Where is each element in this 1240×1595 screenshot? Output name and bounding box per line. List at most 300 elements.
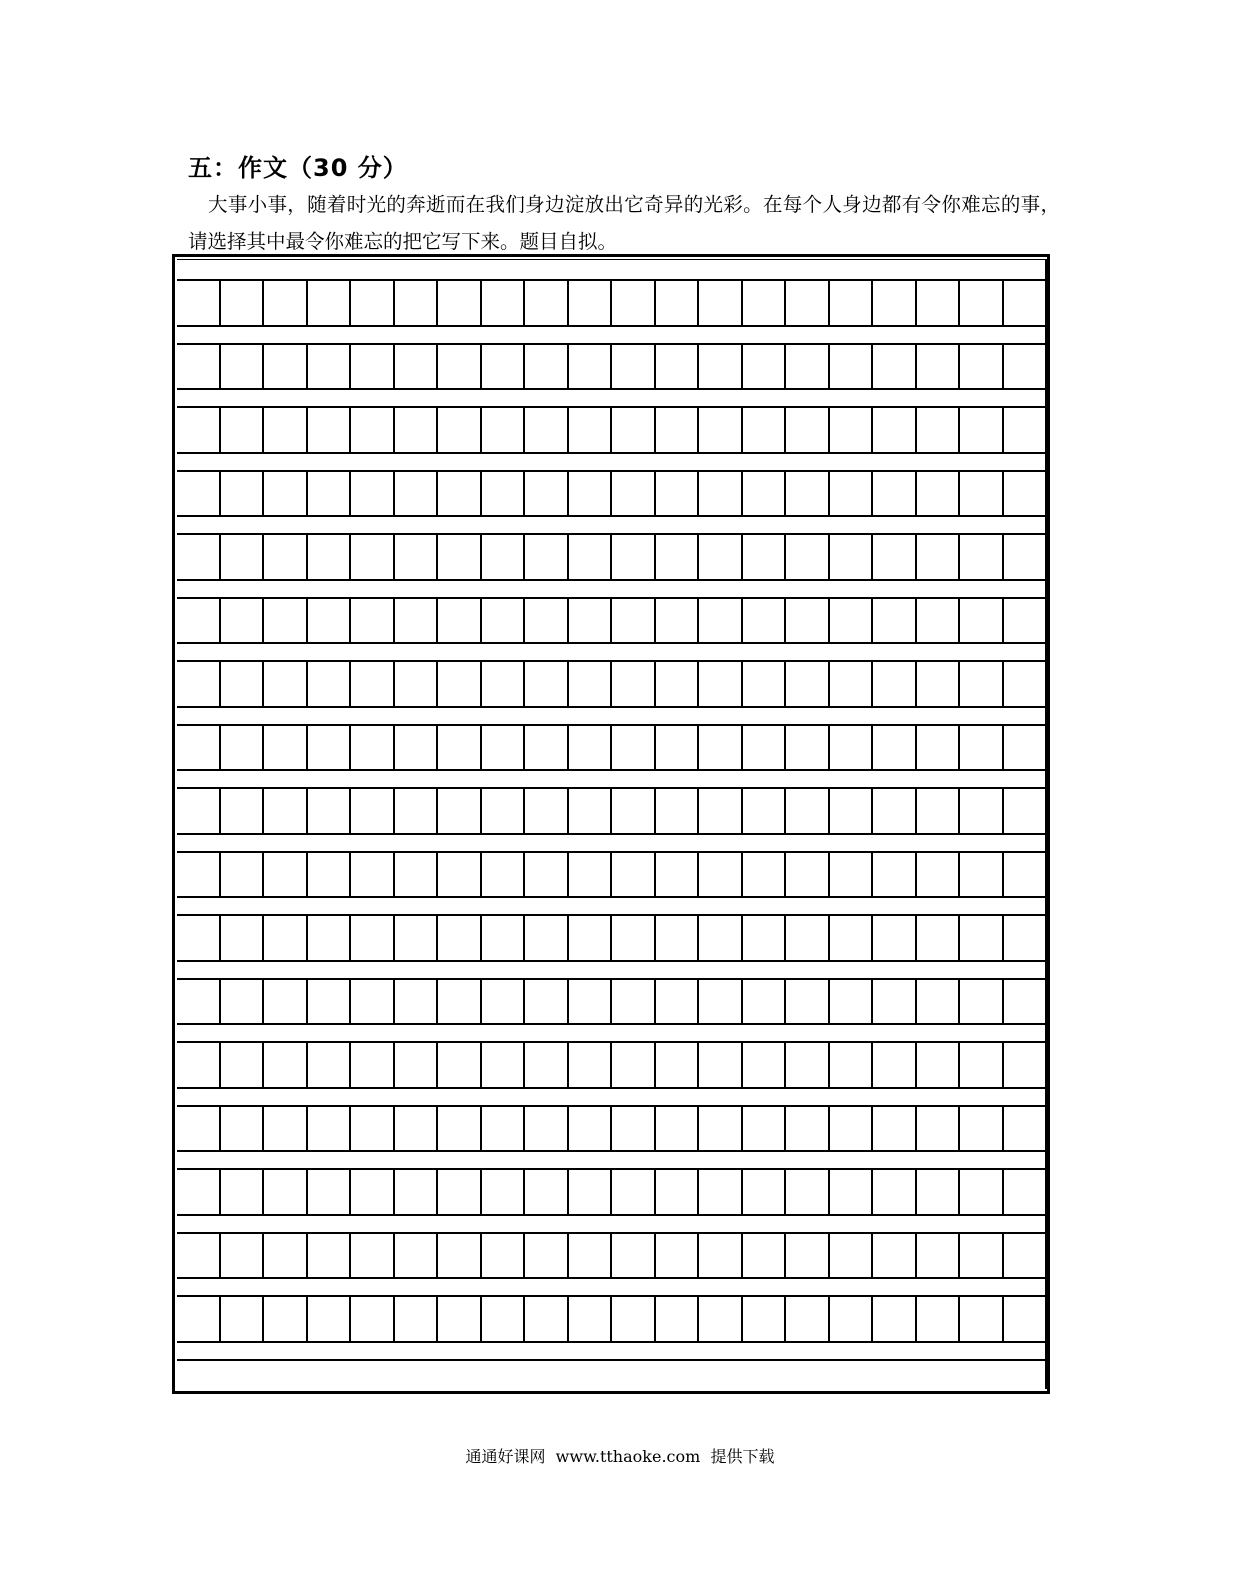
grid-cell[interactable] <box>654 789 698 833</box>
grid-cell[interactable] <box>480 1107 524 1151</box>
grid-cell[interactable] <box>784 853 828 897</box>
grid-cell[interactable] <box>741 980 785 1024</box>
grid-cell[interactable] <box>262 1107 306 1151</box>
grid-cell[interactable] <box>219 662 263 706</box>
grid-cell[interactable] <box>480 472 524 516</box>
grid-cell[interactable] <box>306 1170 350 1214</box>
grid-cell[interactable] <box>1002 726 1046 770</box>
grid-cell[interactable] <box>741 535 785 579</box>
grid-cell[interactable] <box>654 662 698 706</box>
grid-cell[interactable] <box>306 662 350 706</box>
grid-cell[interactable] <box>915 980 959 1024</box>
grid-cell[interactable] <box>958 916 1002 960</box>
grid-cell[interactable] <box>349 535 393 579</box>
grid-cell[interactable] <box>828 1234 872 1278</box>
grid-cell[interactable] <box>784 472 828 516</box>
grid-cell[interactable] <box>523 1297 567 1341</box>
grid-cell[interactable] <box>654 1170 698 1214</box>
grid-cell[interactable] <box>697 345 741 389</box>
grid-cell[interactable] <box>1002 281 1046 325</box>
grid-cell[interactable] <box>480 726 524 770</box>
grid-cell[interactable] <box>306 1234 350 1278</box>
grid-cell[interactable] <box>1002 980 1046 1024</box>
grid-cell[interactable] <box>915 599 959 643</box>
grid-cell[interactable] <box>828 662 872 706</box>
grid-cell[interactable] <box>349 472 393 516</box>
grid-cell[interactable] <box>523 980 567 1024</box>
grid-cell[interactable] <box>915 1170 959 1214</box>
grid-cell[interactable] <box>523 662 567 706</box>
grid-cell[interactable] <box>306 1043 350 1087</box>
grid-cell[interactable] <box>871 1297 915 1341</box>
grid-cell[interactable] <box>480 345 524 389</box>
grid-cell[interactable] <box>784 408 828 452</box>
grid-cell[interactable] <box>306 980 350 1024</box>
grid-cell[interactable] <box>871 853 915 897</box>
grid-cell[interactable] <box>177 789 219 833</box>
grid-cell[interactable] <box>915 1043 959 1087</box>
grid-cell[interactable] <box>567 916 611 960</box>
grid-cell[interactable] <box>1002 408 1046 452</box>
grid-cell[interactable] <box>349 980 393 1024</box>
grid-cell[interactable] <box>349 1170 393 1214</box>
grid-cell[interactable] <box>871 1170 915 1214</box>
grid-cell[interactable] <box>436 1170 480 1214</box>
grid-cell[interactable] <box>784 345 828 389</box>
grid-cell[interactable] <box>697 853 741 897</box>
grid-cell[interactable] <box>393 726 437 770</box>
grid-cell[interactable] <box>480 1234 524 1278</box>
grid-cell[interactable] <box>958 408 1002 452</box>
grid-cell[interactable] <box>915 726 959 770</box>
grid-cell[interactable] <box>436 1043 480 1087</box>
grid-cell[interactable] <box>480 408 524 452</box>
grid-cell[interactable] <box>654 853 698 897</box>
grid-cell[interactable] <box>697 535 741 579</box>
grid-cell[interactable] <box>523 599 567 643</box>
grid-cell[interactable] <box>177 1107 219 1151</box>
grid-cell[interactable] <box>480 916 524 960</box>
grid-cell[interactable] <box>610 789 654 833</box>
grid-cell[interactable] <box>871 1234 915 1278</box>
grid-cell[interactable] <box>654 345 698 389</box>
grid-cell[interactable] <box>1002 853 1046 897</box>
grid-cell[interactable] <box>697 1170 741 1214</box>
grid-cell[interactable] <box>177 345 219 389</box>
grid-cell[interactable] <box>828 472 872 516</box>
grid-cell[interactable] <box>654 1297 698 1341</box>
grid-cell[interactable] <box>741 1234 785 1278</box>
grid-cell[interactable] <box>219 281 263 325</box>
grid-cell[interactable] <box>828 408 872 452</box>
grid-cell[interactable] <box>436 726 480 770</box>
grid-cell[interactable] <box>523 1043 567 1087</box>
grid-cell[interactable] <box>480 980 524 1024</box>
grid-cell[interactable] <box>784 1297 828 1341</box>
grid-cell[interactable] <box>958 1107 1002 1151</box>
grid-cell[interactable] <box>915 345 959 389</box>
grid-cell[interactable] <box>177 1297 219 1341</box>
grid-cell[interactable] <box>349 726 393 770</box>
grid-cell[interactable] <box>523 472 567 516</box>
grid-cell[interactable] <box>523 281 567 325</box>
grid-cell[interactable] <box>784 980 828 1024</box>
grid-cell[interactable] <box>306 408 350 452</box>
grid-cell[interactable] <box>958 853 1002 897</box>
grid-cell[interactable] <box>523 1234 567 1278</box>
grid-cell[interactable] <box>915 281 959 325</box>
grid-cell[interactable] <box>177 1234 219 1278</box>
grid-cell[interactable] <box>741 662 785 706</box>
grid-cell[interactable] <box>1002 1107 1046 1151</box>
grid-cell[interactable] <box>567 789 611 833</box>
grid-cell[interactable] <box>915 789 959 833</box>
grid-cell[interactable] <box>480 789 524 833</box>
grid-cell[interactable] <box>436 916 480 960</box>
grid-cell[interactable] <box>219 472 263 516</box>
grid-cell[interactable] <box>306 726 350 770</box>
grid-cell[interactable] <box>654 726 698 770</box>
grid-cell[interactable] <box>871 281 915 325</box>
grid-cell[interactable] <box>697 281 741 325</box>
grid-cell[interactable] <box>306 853 350 897</box>
grid-cell[interactable] <box>567 980 611 1024</box>
grid-cell[interactable] <box>784 789 828 833</box>
grid-cell[interactable] <box>349 789 393 833</box>
grid-cell[interactable] <box>219 789 263 833</box>
grid-cell[interactable] <box>567 1234 611 1278</box>
grid-cell[interactable] <box>958 662 1002 706</box>
grid-cell[interactable] <box>480 853 524 897</box>
grid-cell[interactable] <box>1002 472 1046 516</box>
grid-cell[interactable] <box>523 789 567 833</box>
grid-cell[interactable] <box>177 916 219 960</box>
grid-cell[interactable] <box>654 408 698 452</box>
grid-cell[interactable] <box>915 916 959 960</box>
grid-cell[interactable] <box>523 1170 567 1214</box>
grid-cell[interactable] <box>1002 345 1046 389</box>
grid-cell[interactable] <box>915 1234 959 1278</box>
grid-cell[interactable] <box>828 1297 872 1341</box>
grid-cell[interactable] <box>871 726 915 770</box>
grid-cell[interactable] <box>654 599 698 643</box>
grid-cell[interactable] <box>697 726 741 770</box>
grid-cell[interactable] <box>697 980 741 1024</box>
grid-cell[interactable] <box>828 1043 872 1087</box>
grid-cell[interactable] <box>393 662 437 706</box>
grid-cell[interactable] <box>697 1234 741 1278</box>
grid-cell[interactable] <box>915 1297 959 1341</box>
grid-cell[interactable] <box>1002 535 1046 579</box>
grid-cell[interactable] <box>697 789 741 833</box>
grid-cell[interactable] <box>262 1043 306 1087</box>
grid-cell[interactable] <box>349 1297 393 1341</box>
grid-cell[interactable] <box>741 1297 785 1341</box>
grid-cell[interactable] <box>828 1107 872 1151</box>
grid-cell[interactable] <box>871 535 915 579</box>
grid-cell[interactable] <box>871 662 915 706</box>
grid-cell[interactable] <box>480 281 524 325</box>
grid-cell[interactable] <box>436 789 480 833</box>
grid-cell[interactable] <box>741 599 785 643</box>
grid-cell[interactable] <box>349 916 393 960</box>
grid-cell[interactable] <box>393 535 437 579</box>
grid-cell[interactable] <box>349 408 393 452</box>
grid-cell[interactable] <box>958 980 1002 1024</box>
grid-cell[interactable] <box>523 408 567 452</box>
grid-cell[interactable] <box>523 916 567 960</box>
grid-cell[interactable] <box>480 1043 524 1087</box>
grid-cell[interactable] <box>219 1043 263 1087</box>
grid-cell[interactable] <box>436 980 480 1024</box>
grid-cell[interactable] <box>567 1043 611 1087</box>
grid-cell[interactable] <box>436 1297 480 1341</box>
grid-cell[interactable] <box>306 599 350 643</box>
grid-cell[interactable] <box>958 789 1002 833</box>
grid-cell[interactable] <box>523 535 567 579</box>
grid-cell[interactable] <box>262 281 306 325</box>
grid-cell[interactable] <box>219 853 263 897</box>
grid-cell[interactable] <box>567 535 611 579</box>
grid-cell[interactable] <box>610 1043 654 1087</box>
grid-cell[interactable] <box>1002 662 1046 706</box>
grid-cell[interactable] <box>219 726 263 770</box>
grid-cell[interactable] <box>741 726 785 770</box>
grid-cell[interactable] <box>393 599 437 643</box>
grid-cell[interactable] <box>177 408 219 452</box>
grid-cell[interactable] <box>828 281 872 325</box>
grid-cell[interactable] <box>393 853 437 897</box>
grid-cell[interactable] <box>306 345 350 389</box>
grid-cell[interactable] <box>177 281 219 325</box>
grid-cell[interactable] <box>828 789 872 833</box>
grid-cell[interactable] <box>306 1297 350 1341</box>
grid-cell[interactable] <box>436 1107 480 1151</box>
grid-cell[interactable] <box>436 599 480 643</box>
grid-cell[interactable] <box>741 472 785 516</box>
grid-cell[interactable] <box>915 408 959 452</box>
grid-cell[interactable] <box>610 1297 654 1341</box>
grid-cell[interactable] <box>1002 1234 1046 1278</box>
grid-cell[interactable] <box>306 1107 350 1151</box>
grid-cell[interactable] <box>523 853 567 897</box>
grid-cell[interactable] <box>741 281 785 325</box>
grid-cell[interactable] <box>784 599 828 643</box>
grid-cell[interactable] <box>393 789 437 833</box>
grid-cell[interactable] <box>654 281 698 325</box>
essay-writing-grid[interactable] <box>172 254 1050 1394</box>
grid-cell[interactable] <box>828 726 872 770</box>
grid-cell[interactable] <box>1002 1170 1046 1214</box>
grid-cell[interactable] <box>871 916 915 960</box>
grid-cell[interactable] <box>306 789 350 833</box>
grid-cell[interactable] <box>697 408 741 452</box>
grid-cell[interactable] <box>523 345 567 389</box>
grid-cell[interactable] <box>784 1234 828 1278</box>
grid-cell[interactable] <box>436 535 480 579</box>
grid-cell[interactable] <box>262 535 306 579</box>
grid-cell[interactable] <box>784 535 828 579</box>
grid-cell[interactable] <box>177 726 219 770</box>
grid-cell[interactable] <box>436 1234 480 1278</box>
grid-cell[interactable] <box>567 1107 611 1151</box>
grid-cell[interactable] <box>567 662 611 706</box>
grid-cell[interactable] <box>741 853 785 897</box>
grid-cell[interactable] <box>610 1170 654 1214</box>
grid-cell[interactable] <box>262 662 306 706</box>
grid-cell[interactable] <box>177 1170 219 1214</box>
grid-cell[interactable] <box>393 1297 437 1341</box>
grid-cell[interactable] <box>654 1234 698 1278</box>
grid-cell[interactable] <box>349 853 393 897</box>
grid-cell[interactable] <box>219 916 263 960</box>
grid-cell[interactable] <box>567 599 611 643</box>
grid-cell[interactable] <box>654 916 698 960</box>
grid-cell[interactable] <box>567 345 611 389</box>
grid-cell[interactable] <box>741 1107 785 1151</box>
grid-cell[interactable] <box>349 1107 393 1151</box>
grid-cell[interactable] <box>784 1107 828 1151</box>
grid-cell[interactable] <box>393 281 437 325</box>
grid-cell[interactable] <box>262 472 306 516</box>
grid-cell[interactable] <box>523 726 567 770</box>
grid-cell[interactable] <box>219 535 263 579</box>
grid-cell[interactable] <box>871 1043 915 1087</box>
grid-cell[interactable] <box>393 916 437 960</box>
grid-cell[interactable] <box>480 662 524 706</box>
grid-cell[interactable] <box>219 345 263 389</box>
grid-cell[interactable] <box>654 980 698 1024</box>
grid-cell[interactable] <box>567 472 611 516</box>
grid-cell[interactable] <box>306 535 350 579</box>
grid-cell[interactable] <box>697 1297 741 1341</box>
grid-cell[interactable] <box>567 1170 611 1214</box>
grid-cell[interactable] <box>219 408 263 452</box>
grid-cell[interactable] <box>262 853 306 897</box>
grid-cell[interactable] <box>697 1043 741 1087</box>
grid-cell[interactable] <box>349 281 393 325</box>
grid-cell[interactable] <box>741 345 785 389</box>
grid-cell[interactable] <box>349 662 393 706</box>
grid-cell[interactable] <box>828 853 872 897</box>
grid-cell[interactable] <box>654 535 698 579</box>
grid-cell[interactable] <box>177 535 219 579</box>
grid-cell[interactable] <box>262 345 306 389</box>
grid-cell[interactable] <box>741 1170 785 1214</box>
grid-cell[interactable] <box>393 1107 437 1151</box>
grid-cell[interactable] <box>610 853 654 897</box>
grid-cell[interactable] <box>828 535 872 579</box>
grid-cell[interactable] <box>610 535 654 579</box>
grid-cell[interactable] <box>1002 789 1046 833</box>
grid-cell[interactable] <box>1002 1043 1046 1087</box>
grid-cell[interactable] <box>393 345 437 389</box>
grid-cell[interactable] <box>958 472 1002 516</box>
grid-cell[interactable] <box>828 916 872 960</box>
grid-cell[interactable] <box>219 1170 263 1214</box>
grid-cell[interactable] <box>741 789 785 833</box>
grid-cell[interactable] <box>262 1297 306 1341</box>
grid-cell[interactable] <box>697 662 741 706</box>
grid-cell[interactable] <box>784 662 828 706</box>
grid-cell[interactable] <box>480 599 524 643</box>
grid-cell[interactable] <box>567 726 611 770</box>
grid-cell[interactable] <box>523 1107 567 1151</box>
grid-cell[interactable] <box>567 281 611 325</box>
grid-cell[interactable] <box>567 853 611 897</box>
grid-cell[interactable] <box>1002 916 1046 960</box>
grid-cell[interactable] <box>828 345 872 389</box>
grid-cell[interactable] <box>262 1170 306 1214</box>
grid-cell[interactable] <box>958 281 1002 325</box>
grid-cell[interactable] <box>610 1107 654 1151</box>
grid-cell[interactable] <box>915 853 959 897</box>
grid-cell[interactable] <box>262 726 306 770</box>
grid-cell[interactable] <box>219 1297 263 1341</box>
grid-cell[interactable] <box>306 472 350 516</box>
grid-cell[interactable] <box>958 1170 1002 1214</box>
grid-cell[interactable] <box>610 726 654 770</box>
grid-cell[interactable] <box>436 472 480 516</box>
grid-cell[interactable] <box>349 1043 393 1087</box>
grid-cell[interactable] <box>958 535 1002 579</box>
grid-cell[interactable] <box>177 662 219 706</box>
grid-cell[interactable] <box>177 472 219 516</box>
grid-cell[interactable] <box>871 1107 915 1151</box>
grid-cell[interactable] <box>436 853 480 897</box>
grid-cell[interactable] <box>177 853 219 897</box>
grid-cell[interactable] <box>567 1297 611 1341</box>
grid-cell[interactable] <box>610 281 654 325</box>
grid-cell[interactable] <box>262 789 306 833</box>
grid-cell[interactable] <box>610 408 654 452</box>
grid-cell[interactable] <box>393 980 437 1024</box>
grid-cell[interactable] <box>654 472 698 516</box>
grid-cell[interactable] <box>219 1234 263 1278</box>
grid-cell[interactable] <box>958 726 1002 770</box>
grid-cell[interactable] <box>306 916 350 960</box>
grid-cell[interactable] <box>436 281 480 325</box>
grid-cell[interactable] <box>784 1170 828 1214</box>
grid-cell[interactable] <box>610 1234 654 1278</box>
grid-cell[interactable] <box>871 345 915 389</box>
grid-cell[interactable] <box>871 408 915 452</box>
grid-cell[interactable] <box>958 345 1002 389</box>
grid-cell[interactable] <box>349 1234 393 1278</box>
grid-cell[interactable] <box>610 916 654 960</box>
grid-cell[interactable] <box>915 535 959 579</box>
grid-cell[interactable] <box>436 408 480 452</box>
grid-cell[interactable] <box>697 472 741 516</box>
grid-cell[interactable] <box>784 916 828 960</box>
grid-cell[interactable] <box>262 599 306 643</box>
grid-cell[interactable] <box>480 1297 524 1341</box>
grid-cell[interactable] <box>654 1043 698 1087</box>
grid-cell[interactable] <box>828 1170 872 1214</box>
grid-cell[interactable] <box>393 1043 437 1087</box>
grid-cell[interactable] <box>697 1107 741 1151</box>
grid-cell[interactable] <box>741 1043 785 1087</box>
grid-cell[interactable] <box>177 980 219 1024</box>
grid-cell[interactable] <box>393 1170 437 1214</box>
grid-cell[interactable] <box>610 599 654 643</box>
grid-cell[interactable] <box>958 1234 1002 1278</box>
grid-cell[interactable] <box>784 726 828 770</box>
grid-cell[interactable] <box>741 916 785 960</box>
grid-cell[interactable] <box>697 916 741 960</box>
grid-cell[interactable] <box>828 599 872 643</box>
grid-cell[interactable] <box>871 789 915 833</box>
